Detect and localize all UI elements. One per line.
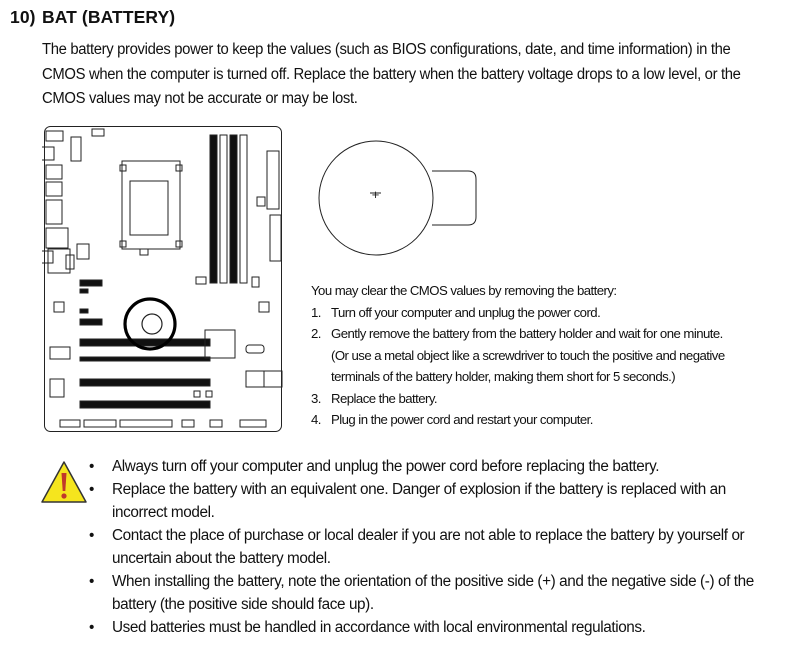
motherboard-diagram xyxy=(42,125,284,433)
clear-step-continuation: terminals of the battery holder, making them short for 5 seconds.) xyxy=(331,369,676,384)
section-title: BAT (BATTERY) xyxy=(42,7,176,27)
clear-step: 2. Gently remove the battery from the battery holder and wait for one minute. xyxy=(311,326,723,341)
warning-triangle-icon xyxy=(40,460,88,504)
clear-step: 3. Replace the battery. xyxy=(311,390,438,406)
clear-step: 4. Plug in the power cord and restart your computer. xyxy=(311,412,593,427)
section-number: 10) xyxy=(10,7,36,27)
clear-cmos-lead: You may clear the CMOS values by removing the battery: xyxy=(311,283,617,298)
battery-illustration xyxy=(318,131,484,265)
list-item: • Always turn off your computer and unplug the power cord before replacing the battery. xyxy=(89,458,660,475)
list-item: • Replace the battery with an equivalent one. Danger of explosion if the battery is replaced with an incorrect model. xyxy=(89,481,726,521)
intro-paragraph: The battery provides power to keep the values (such as BIOS configurations, date, and time information) in the CMOS when the computer is turned off. Replace the battery when the battery voltage drops to a low level, or the CMOS values may not be accurate or may be lost. xyxy=(42,41,741,107)
list-item: • When installing the battery, note the orientation of the positive side (+) and the negative side (-) of the battery (the positive side should face up). xyxy=(89,573,754,613)
list-item: • Used batteries must be handled in accordance with local environmental regulations. xyxy=(89,619,646,636)
warning-list xyxy=(89,455,761,639)
clear-step-continuation: (Or use a metal object like a screwdriver to touch the positive and negative xyxy=(331,347,725,363)
section-heading xyxy=(10,7,175,28)
clear-cmos-instructions xyxy=(311,280,781,431)
list-item: • Contact the place of purchase or local dealer if you are not able to replace the battery by yourself or uncertain about the battery model. xyxy=(89,527,745,567)
positive-terminal-symbol: + xyxy=(371,187,380,202)
clear-step: 1. Turn off your computer and unplug the power cord. xyxy=(311,304,601,320)
cpu-socket-frame xyxy=(122,161,180,249)
